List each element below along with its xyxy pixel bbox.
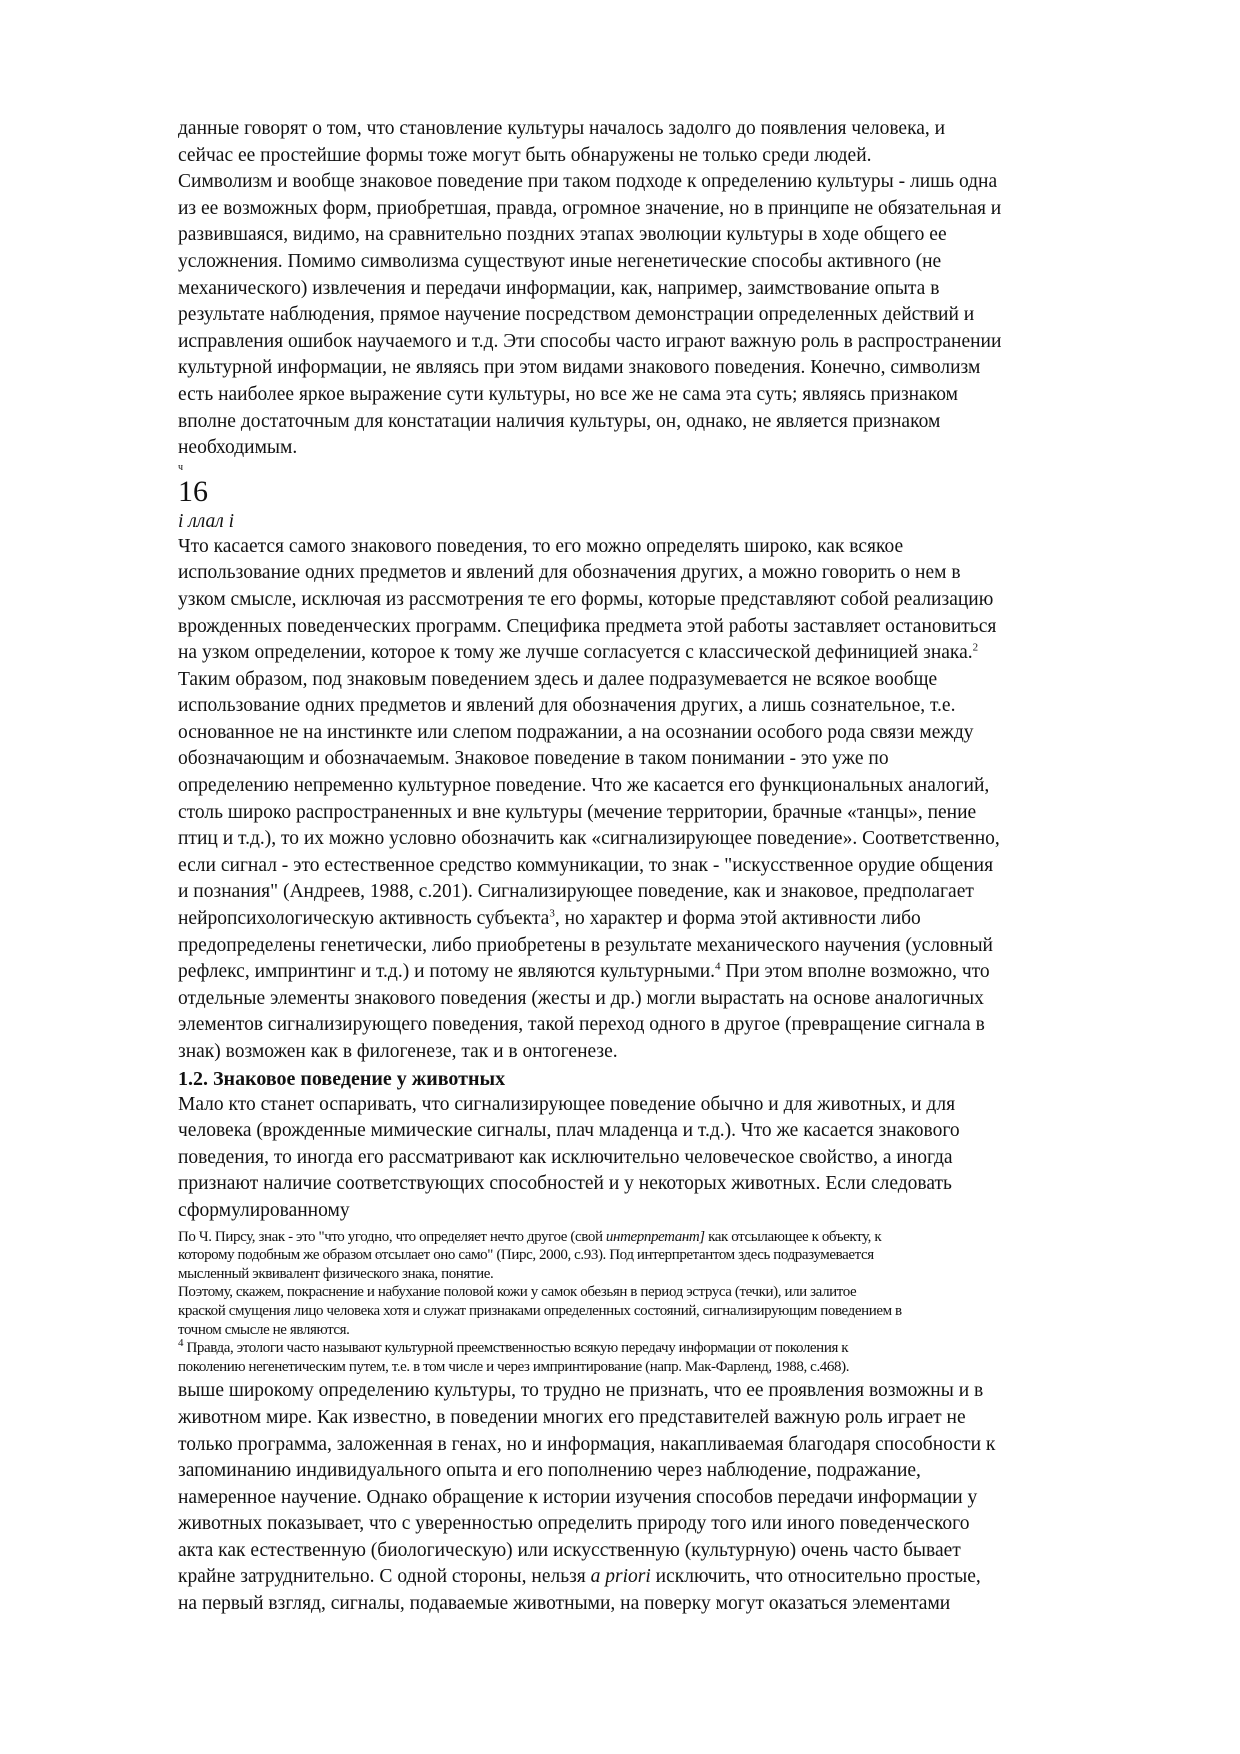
footnote-line: которому подобным же образом отсылает оно само" (Пирс, 2000, с.93). Под интерпретантом здесь подразумевается (178, 1247, 874, 1264)
text-line: необходимым. (178, 437, 298, 459)
text-line: из ее возможных форм, приобретшая, правда, огромное значение, но в принципе не обязательная и (178, 197, 1002, 219)
paragraph-4 (178, 1092, 1168, 1225)
text-line: поведения, то иногда его рассматривают как исключительно человеческое свойство, а иногда (178, 1146, 953, 1168)
text-line: основанное не на инстинкте или слепом подражании, а на осознании особого рода связи между (178, 721, 974, 743)
text-run: Правда, этологи часто называют культурной преемственностью всякую передачу информации от поколения к (183, 1340, 849, 1357)
text-run: крайне затруднительно. С одной стороны, нельзя (178, 1566, 591, 1588)
text-line: предопределены генетически, либо приобретены в результате механического научения (условный (178, 934, 993, 956)
garbled-line: і ллал і (178, 510, 235, 532)
footnote-line: точном смысле не являются. (178, 1321, 350, 1338)
text-line: признают наличие соответствующих способностей и у некоторых животных. Если следовать (178, 1173, 952, 1195)
text-line: культурной информации, не являясь при этом видами знакового поведения. Конечно, символизм (178, 357, 981, 379)
text-run: , но характер и форма этой активности либо (554, 908, 921, 930)
stray-mark: ч (178, 461, 184, 473)
text-line: и познания" (Андреев, 1988, с.201). Сигнализирующее поведение, как и знаковое, предполагает (178, 881, 974, 903)
text-line: есть наиболее яркое выражение сути культуры, но все же не сама эта суть; являясь признаком (178, 383, 958, 405)
text-line: определению непременно культурное поведение. Что же касается его функциональных аналогий, (178, 775, 990, 797)
text-line: Символизм и вообще знаковое поведение при таком подходе к определению культуры - лишь одна (178, 171, 998, 193)
text-line: намеренное научение. Однако обращение к истории изучения способов передачи информации у (178, 1486, 978, 1508)
footnote-line: краской смущения лицо человека хотя и служат признаками определенных состояний, сигнализирующим поведением в (178, 1302, 902, 1319)
text-line: обозначающим и обозначаемым. Знаковое поведение в таком понимании - это уже по (178, 748, 889, 770)
text-run: исключить, что относительно простые, (650, 1566, 981, 1588)
text-line: животном мире. Как известно, в поведении многих его представителей важную роль играет не (178, 1406, 966, 1428)
text-line (178, 959, 1168, 986)
text-line: птиц и т.д.), то их можно условно обозначить как «сигнализирующее поведение». Соответственно, (178, 828, 1000, 850)
footnote-ref: 4 (715, 960, 721, 973)
text-run: нейропсихологическую активность субъекта (178, 908, 550, 930)
text-line: запоминанию индивидуального опыта и его пополнению через наблюдение, подражание, (178, 1460, 921, 1482)
text-line: столь широко распространенных и вне культуры (мечение территории, брачные «танцы», пение (178, 801, 977, 823)
footnote-line (178, 1339, 1168, 1358)
footnote-ref: 3 (549, 907, 555, 920)
text-line: данные говорят о том, что становление культуры началось задолго до появления человека, и (178, 118, 946, 139)
italic-run: a priori (590, 1566, 651, 1588)
footnote-line: мысленный эквивалент физического знака, понятие. (178, 1265, 494, 1282)
text-line: Мало кто станет оспаривать, что сигнализирующее поведение обычно и для животных, и для (178, 1093, 956, 1115)
text-line: элементов сигнализирующего поведения, такой переход одного в другое (превращение сигнала в (178, 1014, 985, 1036)
text-line: животных показывает, что с уверенностью определить природу того или иного поведенческого (178, 1513, 970, 1535)
page-number: 16 (178, 474, 208, 508)
paragraph-3 (178, 534, 1168, 1066)
text-line: выше широкому определению культуры, то трудно не признать, что ее проявления возможны и в (178, 1380, 984, 1402)
text-run: рефлекс, импринтинг и т.д.) и потому не являются культурными. (178, 961, 716, 983)
text-run: как отсылающее к объекту, к (704, 1228, 882, 1245)
text-line (178, 640, 1168, 667)
text-line: вполне достаточным для констатации наличия культуры, он, однако, не является признаком (178, 410, 941, 432)
text-line: сформулированному (178, 1199, 350, 1221)
text-line (178, 1564, 1168, 1591)
text-run: на узком определении, которое к тому же лучше согласуется с классической дефиницией знака. (178, 642, 973, 664)
text-line: знак) возможен как в филогенезе, так и в онтогенезе. (178, 1041, 618, 1062)
text-line: развившаяся, видимо, на сравнительно поздних этапах эволюции культуры в ходе общего ее (178, 224, 947, 246)
text-line: отдельные элементы знакового поведения (жесты и др.) могли вырастать на основе аналогичных (178, 987, 984, 1009)
text-line: усложнения. Помимо символизма существуют иные негенетические способы активного (не (178, 250, 942, 272)
footnotes (178, 1228, 1168, 1377)
text-line: Что касается самого знакового поведения, то его можно определять широко, как всякое (178, 535, 904, 557)
text-run: При этом вполне возможно, что (720, 961, 990, 983)
text-line: врожденных поведенческих программ. Специфика предмета этой работы заставляет остановиться (178, 615, 997, 637)
text-line: узком смысле, исключая из рассмотрения те его формы, которые представляют собой реализацию (178, 588, 994, 610)
text-line: исправления ошибок научаемого и т.д. Эти способы часто играют важную роль в распространении (178, 330, 1002, 352)
text-line: результате наблюдения, прямое научение посредством демонстрации определенных действий и (178, 304, 975, 326)
paragraph-1 (178, 116, 1168, 169)
text-line: только программа, заложенная в генах, но и информация, накапливаемая благодаря способности к (178, 1433, 996, 1455)
footnote-line: Поэтому, скажем, покраснение и набухание половой кожи у самок обезьян в период эструса (течки), или залитое (178, 1284, 857, 1301)
text-line (178, 906, 1168, 933)
text-line: акта как естественную (биологическую) или искусственную (культурную) очень часто бывает (178, 1539, 961, 1561)
italic-run: интерпретант] (605, 1228, 705, 1245)
text-line: механического) извлечения и передачи информации, как, например, заимствование опыта в (178, 277, 940, 299)
text-line: Таким образом, под знаковым поведением здесь и далее подразумевается не всякое вообще (178, 668, 938, 690)
text-line: использование одних предметов и явлений для обозначения других, а можно говорить о нем в (178, 562, 961, 584)
footnote-ref: 2 (972, 641, 979, 654)
footnote-line: поколению негенетическим путем, т.е. в том числе и через импринтирование (напр. Мак-Фарленд, 1988, с.468). (178, 1358, 850, 1375)
section-heading: 1.2. Знаковое поведение у животных (178, 1067, 506, 1090)
text-line: человека (врожденные мимические сигналы, плач младенца и т.д.). Что же касается знакового (178, 1120, 960, 1142)
paragraph-2 (178, 169, 1168, 462)
paragraph-5 (178, 1378, 1168, 1617)
document-page (178, 116, 1168, 1618)
text-line: использование одних предметов и явлений для обозначения других, а лишь сознательное, т.е. (178, 695, 956, 717)
text-line: на первый взгляд, сигналы, подаваемые животными, на поверку могут оказаться элементами (178, 1593, 951, 1615)
text-run: По Ч. Пирсу, знак - это "что угодно, что определяет нечто другое (свой (178, 1228, 606, 1245)
footnote-line (178, 1228, 1168, 1247)
text-line: сейчас ее простейшие формы тоже могут быть обнаружены не только среди людей. (178, 144, 872, 166)
text-line: если сигнал - это естественное средство коммуникации, то знак - "искусственное орудие общения (178, 854, 994, 876)
footnote-marker: 4 (178, 1337, 184, 1350)
